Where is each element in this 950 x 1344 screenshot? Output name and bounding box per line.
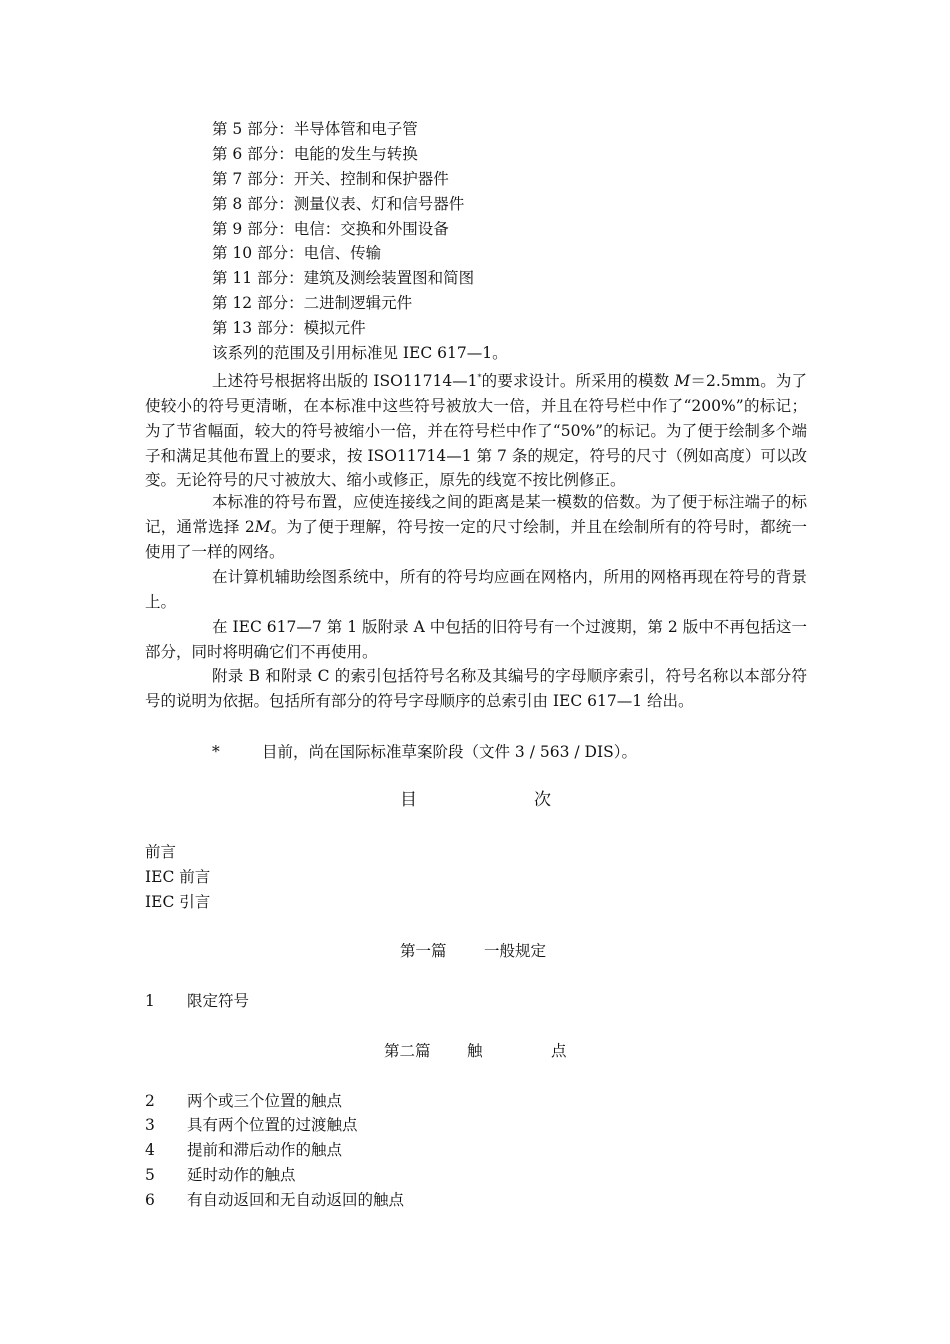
toc-front-entry: IEC 前言 xyxy=(145,868,211,886)
toc-item-title: 限定符号 xyxy=(187,992,250,1010)
toc-part2-label: 第二篇 xyxy=(384,1042,431,1060)
part-list-item: 第 11 部分：建筑及测绘装置图和简图 xyxy=(212,269,475,287)
toc-item-title: 具有两个位置的过渡触点 xyxy=(187,1116,358,1134)
toc-item-title: 有自动返回和无自动返回的触点 xyxy=(187,1191,405,1209)
toc-item-number: 6 xyxy=(145,1191,155,1209)
toc-part2-title-char-2: 点 xyxy=(551,1042,567,1060)
toc-item-number: 5 xyxy=(145,1166,155,1184)
toc-item-title: 两个或三个位置的触点 xyxy=(187,1092,343,1110)
toc-part2-title-char-1: 触 xyxy=(467,1042,483,1060)
body-paragraph-symbol-design: 上述符号根据将出版的 ISO11714—1*的要求设计。所采用的模数 M＝2.5mm。为了使较小的符号更清晰，在本标准中这些符号被放大一倍，并且在符号栏中作了“200%”的标记；为了节省幅面，较大的符号被缩小一倍，并在符号栏中作了“50%”的标记。为了便于绘制多个端子和满足其他布置上的要求，按 ISO11714—1 第 7 条的规定，符号的尺寸（例如高度）可以改变。无论符号的尺寸被放大、缩小或修正，原先的线宽不按比例修正。 xyxy=(145,372,807,490)
part-list-item: 第 6 部分：电能的发生与转换 xyxy=(212,145,418,163)
part-list-item: 第 12 部分：二进制逻辑元件 xyxy=(212,294,413,312)
toc-part1-title: 一般规定 xyxy=(484,942,547,960)
part-list-item: 第 7 部分：开关、控制和保护器件 xyxy=(212,170,449,188)
footnote xyxy=(212,742,637,762)
toc-item-number: 2 xyxy=(145,1092,155,1110)
toc-front-entry: IEC 引言 xyxy=(145,893,211,911)
scope-sentence: 该系列的范围及引用标准见 IEC 617—1。 xyxy=(212,344,508,362)
part-list-item: 第 10 部分：电信、传输 xyxy=(212,244,382,262)
toc-front-entry: 前言 xyxy=(145,843,177,861)
toc-item-title: 延时动作的触点 xyxy=(187,1166,296,1184)
toc-item-number: 1 xyxy=(145,992,155,1010)
footnote-mark: * xyxy=(212,743,220,761)
toc-heading-char-1: 目 xyxy=(400,790,417,810)
footnote-text: 目前，尚在国际标准草案阶段（文件 3 / 563 / DIS）。 xyxy=(262,743,637,761)
toc-item-number: 3 xyxy=(145,1116,155,1134)
part-list-item: 第 13 部分：模拟元件 xyxy=(212,319,366,337)
toc-heading-char-2: 次 xyxy=(534,790,551,810)
toc-part1-label: 第一篇 xyxy=(400,942,447,960)
part-list-item: 第 9 部分：电信：交换和外围设备 xyxy=(212,220,449,238)
part-list-item: 第 8 部分：测量仪表、灯和信号器件 xyxy=(212,195,465,213)
body-paragraph-grid: 在计算机辅助绘图系统中，所有的符号均应画在网格内，所用的网格再现在符号的背景上。 xyxy=(145,568,807,611)
body-paragraph-module-layout: 本标准的符号布置，应使连接线之间的距离是某一模数的倍数。为了便于标注端子的标记，通常选择 2M。为了便于理解，符号按一定的尺寸绘制，并且在绘制所有的符号时，都统一使用了一样的网络。 xyxy=(145,493,807,561)
body-paragraph-transition: 在 IEC 617—7 第 1 版附录 A 中包括的旧符号有一个过渡期，第 2 版中不再包括这一部分，同时将明确它们不再使用。 xyxy=(145,618,807,661)
part-list-item: 第 5 部分：半导体管和电子管 xyxy=(212,120,418,138)
body-paragraph-annex-index: 附录 B 和附录 C 的索引包括符号名称及其编号的字母顺序索引，符号名称以本部分符号的说明为依据。包括所有部分的符号字母顺序的总索引由 IEC 617—1 给出。 xyxy=(145,667,807,710)
toc-item-number: 4 xyxy=(145,1141,155,1159)
toc-item-title: 提前和滞后动作的触点 xyxy=(187,1141,343,1159)
